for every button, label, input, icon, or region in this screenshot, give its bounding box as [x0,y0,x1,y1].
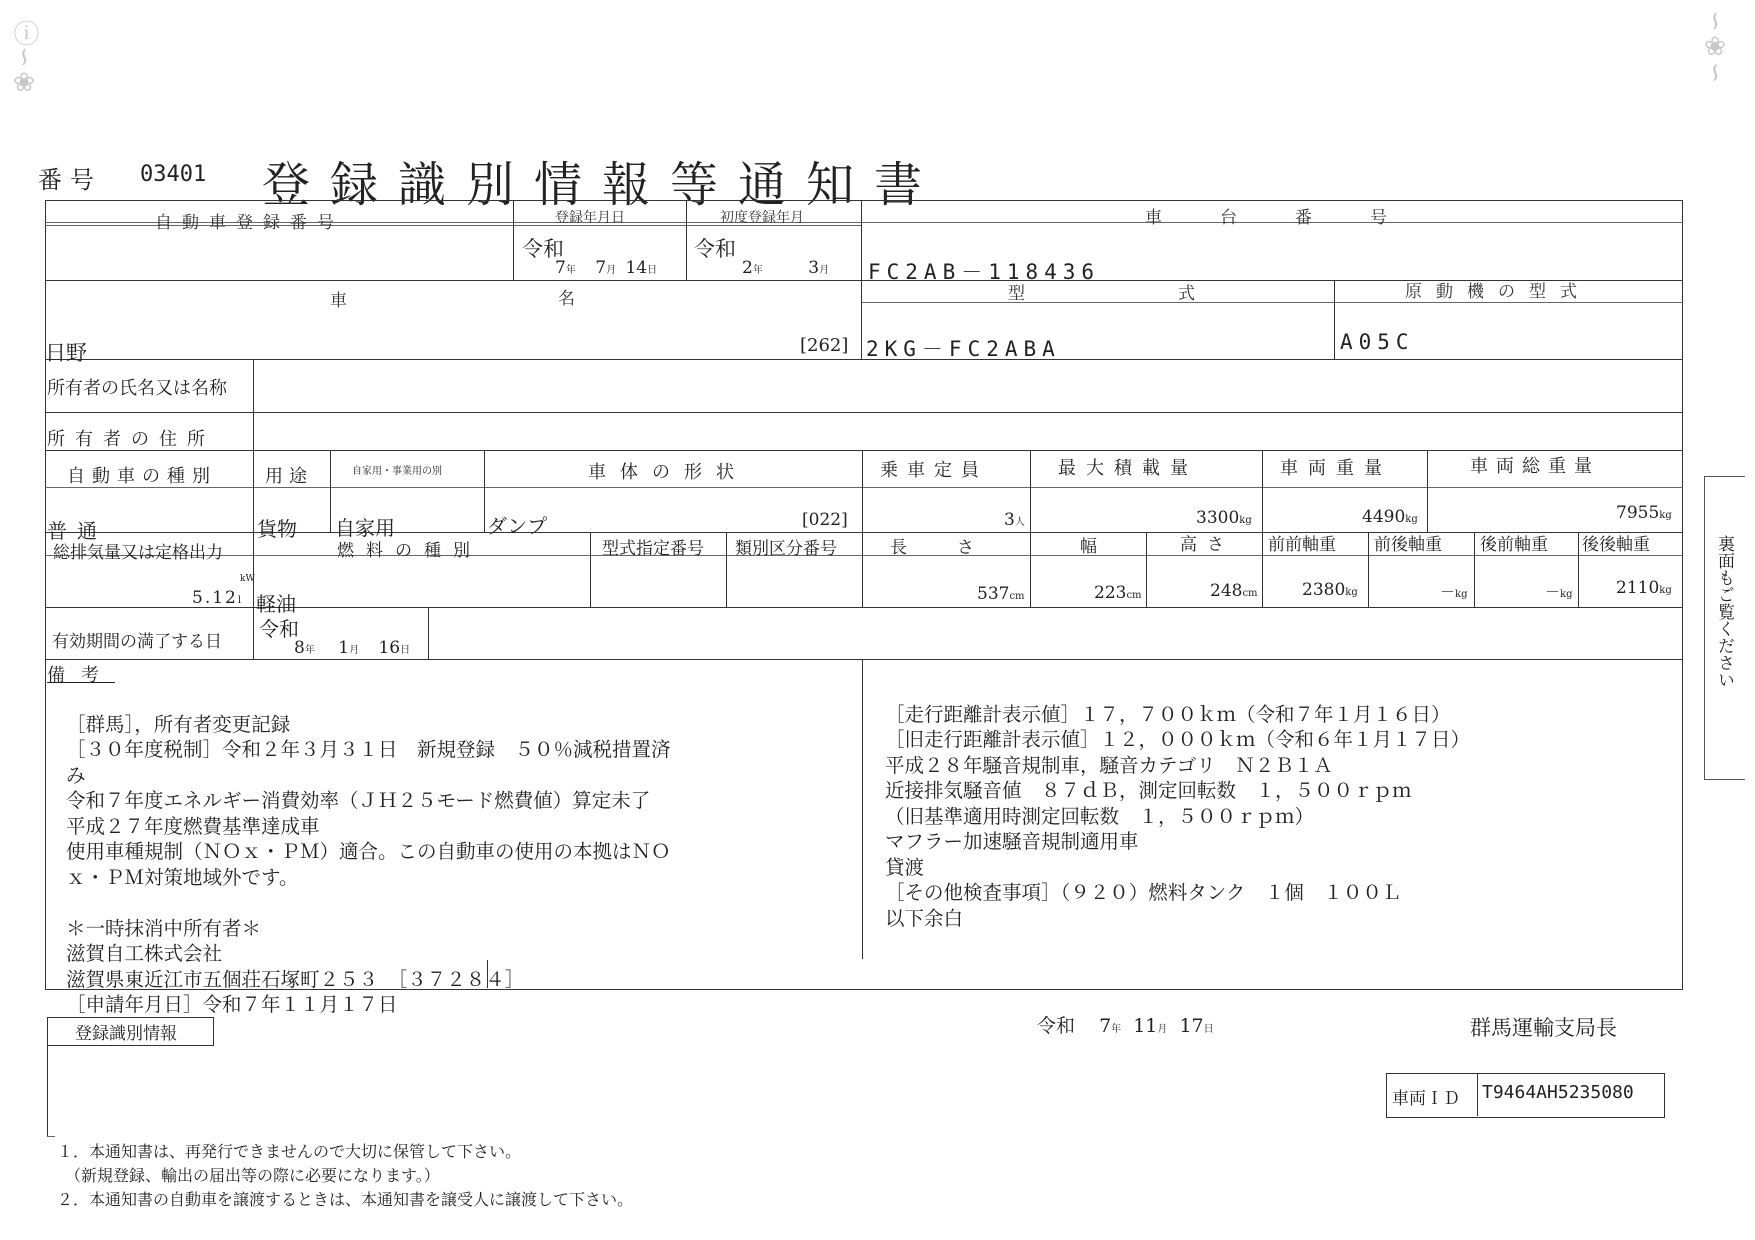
side-note: 裏面もご覧ください [1714,535,1734,688]
remarks-right-line: 以下余白 [885,906,964,930]
engine-label: 原動機の型式 [1405,282,1591,302]
remarks-left-line: ［３０年度税制］令和２年３月３１日 新規登録 ５０％減税措置済 [66,738,671,761]
vehicle-name-label-1: 車 [330,291,357,311]
model-label-2: 式 [1178,284,1205,304]
vehicle-id-label: 車両ＩＤ [1392,1089,1460,1109]
remarks-right-line: マフラー加速騒音規制適用車 [885,830,1139,853]
fr-axle-label: 前後軸重 [1374,535,1442,555]
displacement-value: 5.12l [192,588,244,608]
remarks-left-line [66,890,671,916]
remarks-left-line: 使用車種規制（ＮＯｘ・ＰＭ）適合。この自動車の使用の本拠はＮＯ [66,840,671,863]
remarks-right-line: （旧基準適用時測定回転数 １，５００ｒｐｍ） [885,804,1315,828]
footer-note: １．本通知書は、再発行できませんので大切に保管して下さい。 [57,1142,522,1161]
footer-note: （新規登録、輸出の届出等の際に必要になります。） [57,1166,440,1185]
rr-axle-label: 後後軸重 [1582,535,1650,555]
width-value: 223cm [1094,583,1142,603]
ff-axle-label: 前前軸重 [1268,535,1336,555]
footer-notes [57,1140,633,1212]
engine-value: A05C [1340,330,1415,354]
remarks-label: 備考 [47,665,115,686]
reg-number-label: 自動車登録番号 [155,213,344,233]
remarks-left-line: 令和７年度エネルギー消費効率（ＪＨ２５モード燃費値）算定未了 [66,789,651,812]
body-shape-label: 車体の形状 [588,462,748,483]
reg-info-box-label: 登録識別情報 [75,1024,177,1044]
vehicle-id-value: T9464AH5235080 [1482,1082,1634,1103]
footer-note: ２．本通知書の自動車を譲渡するときは、本通知書を譲受人に譲渡して下さい。 [57,1190,634,1209]
max-load-value: 3300kg [1196,508,1252,528]
vehicle-type-value: 普通 [47,519,107,543]
first-reg-value: 2年 3月 [742,258,830,278]
remarks-left-line: み [66,763,86,787]
issue-date: 令和 7年 11月 17日 [1037,1015,1214,1037]
model-value: 2KG－FC2ABA [866,337,1061,361]
remarks-left-line: ［申請年月日］令和７年１１月１７日 [66,993,398,1016]
vehicle-name-code: [262] [800,335,849,356]
private-biz-value: 自家用 [335,516,395,540]
first-reg-era: 令和 [694,237,736,261]
use-value: 貨物 [257,517,297,541]
reg-date-label: 登録年月日 [555,210,625,226]
length-label: 長さ [890,538,1024,558]
max-load-label: 最大積載量 [1058,458,1198,479]
category-number-label: 類別区分番号 [735,539,837,559]
owner-name-label: 所有者の氏名又は名称 [47,378,227,399]
vehicle-name-value: 日野 [45,341,87,365]
number-value: 03401 [140,162,207,187]
rr-axle-value: 2110kg [1616,578,1672,598]
capacity-label: 乗車定員 [880,460,988,481]
vehicle-type-label: 自動車の種別 [67,466,217,487]
fr-axle-value: －kg [1440,583,1468,601]
weight-value: 4490kg [1362,507,1418,527]
remarks-right-line: ［走行距離計表示値］１７，７００ｋｍ（令和７年１月１６日） [885,702,1451,726]
remarks-right [885,676,1470,957]
remarks-right-line: 貸渡 [885,855,925,879]
issuer: 群馬運輸支局長 [1470,1016,1617,1040]
remarks-right-line: ［旧走行距離計表示値］１２，０００ｋｍ（令和６年１月１７日） [885,728,1471,751]
displacement-label: 総排気量又は定格出力 [53,543,223,563]
chassis-label: 車台番号 [1145,208,1445,228]
fuel-label: 燃料の種別 [337,541,482,561]
rf-axle-value: －kg [1545,583,1573,601]
remarks-left [66,686,671,1043]
fuel-value: 軽油 [256,592,296,616]
displacement-unit-top: kW [240,574,255,584]
height-value: 248cm [1210,581,1258,601]
owner-address-label: 所有者の住所 [47,429,215,450]
length-value: 537cm [977,584,1025,604]
remarks-left-line: ｘ・ＰＭ対策地域外です。 [66,865,299,889]
body-shape-code: [022] [802,510,848,530]
expiry-era: 令和 [259,617,299,641]
weight-label: 車両重量 [1280,458,1392,479]
remarks-right-line: 平成２８年騒音規制車，騒音カテゴリ Ｎ２Ｂ１Ａ [885,753,1333,777]
first-reg-label: 初度登録年月 [720,210,804,226]
height-label: 高さ [1180,535,1234,555]
page-title: 登録識別情報等通知書 [262,157,943,213]
number-label: 番号 [38,166,102,194]
use-label: 用途 [265,466,313,487]
gross-weight-label: 車両総重量 [1470,456,1600,477]
type-designation-label: 型式指定番号 [602,539,704,559]
expiry-label: 有効期間の満了する日 [52,632,222,652]
scan-stain-left: ⓘ∽❀ [9,20,39,98]
remarks-left-line: ［群馬］，所有者変更記録 [66,712,291,736]
vehicle-name-label-2: 名 [558,289,585,309]
body-shape-value: ダンプ [487,514,548,538]
reg-info-area [47,1044,49,1136]
remarks-left-line: 滋賀自工株式会社 [66,942,223,965]
capacity-value: 3人 [1004,510,1025,530]
expiry-value: 8年 1月 16日 [294,638,411,658]
remarks-right-line: 近接排気騒音値 ８７ｄＢ，測定回転数 １，５００ｒｐｍ [885,779,1412,802]
width-label: 幅 [1080,537,1097,557]
gross-weight-value: 7955kg [1616,503,1672,523]
remarks-left-line: 平成２７年度燃費基準達成車 [66,814,320,838]
chassis-value: FC2AB－118436 [868,260,1101,284]
ff-axle-value: 2380kg [1302,580,1358,600]
remarks-left-line: 滋賀県東近江市五個荘石塚町２５３ ［３７２８４］ [66,967,525,991]
model-label-1: 型 [1008,284,1035,304]
scan-stain-right: ∽❀∽ [1700,10,1730,84]
rf-axle-label: 後前軸重 [1480,535,1548,555]
reg-date-era: 令和 [522,237,564,261]
remarks-left-line: ＊一時抹消中所有者＊ [66,916,262,940]
private-biz-label: 自家用・事業用の別 [352,466,442,477]
remarks-right-line: ［その他検査事項］（９２０）燃料タンク １個 １００Ｌ [885,881,1402,904]
reg-date-value: 7年 7月 14日 [555,258,658,278]
